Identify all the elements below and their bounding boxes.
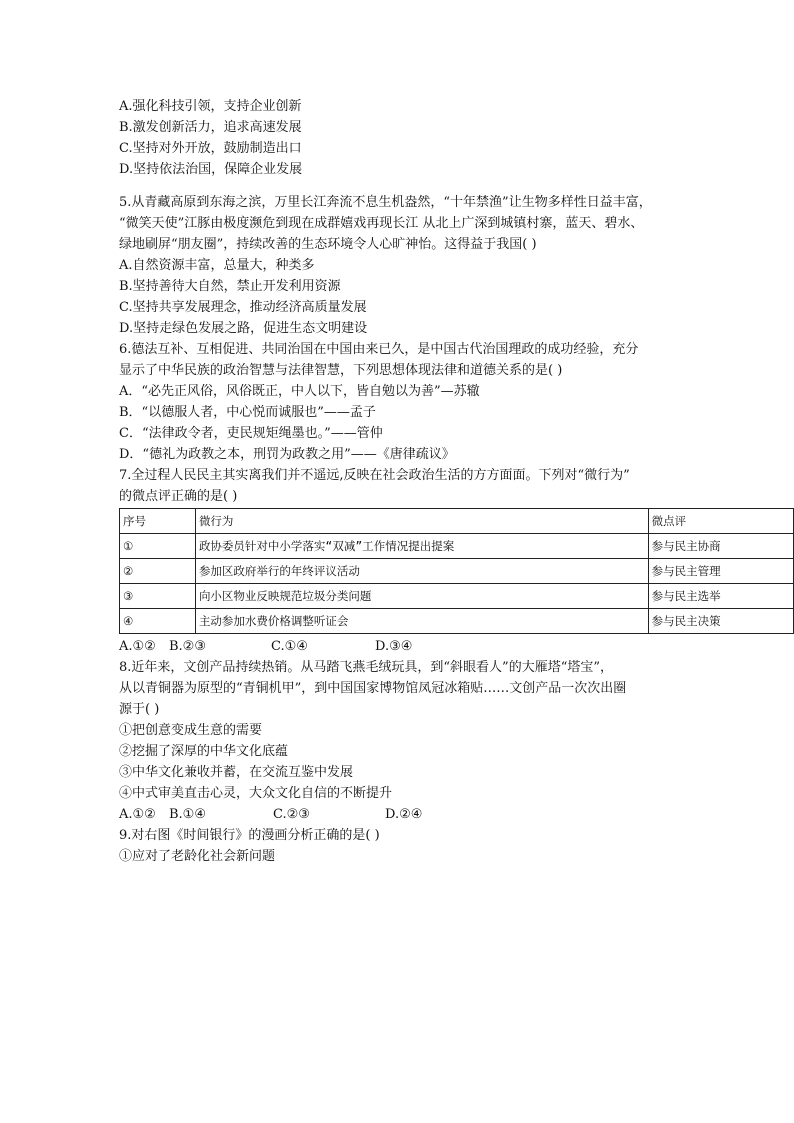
statement-item: ①把创意变成生意的需要	[119, 723, 263, 738]
question-8	[119, 657, 789, 825]
option-a: A.强化科技引领，支持企业创新	[119, 99, 302, 114]
question-5	[119, 192, 789, 339]
header-cell: 序号	[120, 509, 196, 534]
option-a: A.①②	[119, 639, 156, 654]
statement-item: ②挖掘了深厚的中华文化底蕴	[119, 744, 289, 759]
table-cell: 参与民主决策	[648, 609, 793, 634]
option-b: B．“以德服人者，中心悦而诚服也”——孟子	[119, 405, 376, 420]
micro-behavior-table	[119, 508, 794, 634]
question-7	[119, 465, 789, 657]
question-stem: 显示了中华民族的政治智慧与法律智慧，下列思想体现法律和道德关系的是( )	[119, 363, 563, 378]
option-d: D.②④	[385, 807, 423, 822]
document-page	[119, 96, 789, 867]
q4-options	[119, 96, 789, 180]
option-c: C.①④	[271, 639, 308, 654]
question-stem: 8.近年来，文创产品持续热销。从马踏飞燕毛绒玩具，到“斜眼看人”的大雁塔“塔宝”，	[119, 660, 613, 675]
statement-item: ④中式审美直击心灵，大众文化自信的不断提升	[119, 786, 393, 801]
table-row	[120, 609, 794, 634]
question-stem: 绿地刷屏“朋友圈”，持续改善的生态环境令人心旷神怡。这得益于我国( )	[119, 237, 537, 252]
option-d: D.坚持走绿色发展之路，促进生态文明建设	[119, 321, 368, 336]
table-row	[120, 584, 794, 609]
table-cell: ③	[120, 584, 196, 609]
question-stem: 的微点评正确的是( )	[119, 489, 238, 504]
table-cell: 参与民主协商	[648, 534, 793, 559]
header-cell: 微行为	[195, 509, 648, 534]
question-stem: 9.对右图《时间银行》的漫画分析正确的是( )	[119, 828, 380, 843]
option-c: C.坚持对外开放，鼓励制造出口	[119, 141, 302, 156]
option-d: D.坚持依法治国，保障企业发展	[119, 162, 303, 177]
table-cell: ①	[120, 534, 196, 559]
question-6	[119, 339, 789, 465]
table-cell: 主动参加水费价格调整听证会	[195, 609, 648, 634]
question-stem: 5.从青藏高原到东海之滨，万里长江奔流不息生机盎然，“十年禁渔”让生物多样性日益丰富，	[119, 195, 652, 210]
statement-item: ③中华文化兼收并蓄，在交流互鉴中发展	[119, 765, 354, 780]
table-row	[120, 534, 794, 559]
table-cell: 参与民主选举	[648, 584, 793, 609]
table-header-row	[120, 509, 794, 534]
option-c: C.坚持共享发展理念，推动经济高质量发展	[119, 300, 367, 315]
option-b: B.②③	[169, 639, 206, 654]
answer-options	[119, 636, 789, 657]
option-c: C.②③	[273, 807, 310, 822]
option-b: B.坚持善待大自然，禁止开发利用资源	[119, 279, 341, 294]
table-cell: ④	[120, 609, 196, 634]
answer-options	[119, 804, 789, 825]
question-9	[119, 825, 789, 867]
table-cell: 参与民主管理	[648, 559, 793, 584]
header-cell: 微点评	[648, 509, 793, 534]
question-stem: 6.德法互补、互相促进、共同治国在中国由来已久，是中国古代治国理政的成功经验，充分	[119, 342, 639, 357]
option-b: B.激发创新活力，追求高速发展	[119, 120, 302, 135]
table-cell: ②	[120, 559, 196, 584]
option-c: C．“法律政令者，吏民规矩绳墨也。”——管仲	[119, 426, 383, 441]
question-stem: 从以青铜器为原型的“青铜机甲”，到中国国家博物馆凤冠冰箱贴……文创产品一次次出圈	[119, 681, 627, 696]
table-cell: 向小区物业反映规范垃圾分类问题	[195, 584, 648, 609]
question-stem: “微笑天使”江豚由极度濒危到现在成群嬉戏再现长江 从北上广深到城镇村寨，蓝天、碧水、	[119, 216, 644, 231]
table-cell: 参加区政府举行的年终评议活动	[195, 559, 648, 584]
table-cell: 政协委员针对中小学落实“双减”工作情况提出提案	[195, 534, 648, 559]
question-stem: 7.全过程人民民主其实离我们并不遥远,反映在社会政治生活的方方面面。下列对“微行为”	[119, 468, 630, 483]
option-a: A.①②	[119, 807, 156, 822]
option-d: D.③④	[375, 639, 413, 654]
option-a: A.自然资源丰富，总量大，种类多	[119, 258, 315, 273]
question-stem: 源于( )	[119, 702, 160, 717]
option-d: D．“德礼为政教之本，刑罚为政教之用”——《唐律疏议》	[119, 447, 455, 462]
statement-item: ①应对了老龄化社会新问题	[119, 849, 276, 864]
option-a: A．“必先正风俗，风俗既正，中人以下，皆自勉以为善”—苏辙	[119, 384, 480, 399]
table-row	[120, 559, 794, 584]
option-b: B.①④	[169, 807, 206, 822]
